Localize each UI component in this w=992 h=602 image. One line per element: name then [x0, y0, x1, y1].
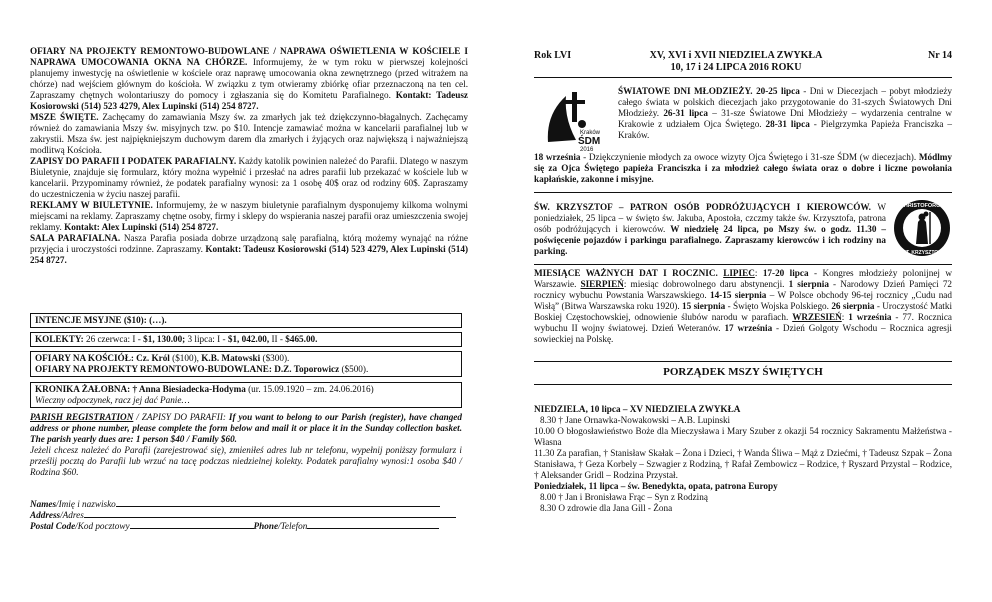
form-postal-row[interactable]: Postal Code/Kod pocztowy Phone/Telefon [30, 521, 462, 532]
sdm-logo-graphic [536, 84, 612, 152]
svg-text:ŚDM: ŚDM [578, 136, 601, 147]
section-rule-2 [534, 264, 952, 265]
funeral-chronicle-box: KRONIKA ŻAŁOBNA: † Anna Biesiadecka-Hodyma (ur. 15.09.1920 – zm. 24.06.2016) Wieczny odpoczynek, racz jej dać Panie… [30, 382, 462, 408]
section-rule-1 [534, 192, 952, 193]
phone-field[interactable] [307, 528, 439, 529]
announcement-ads: REKLAMY W BIULETYNIE. Informujemy, że w naszym biuletynie parafialnym dysponujemy kilkoma wolnymi miejscami na reklamy. Zapraszamy chętne osoby, firmy i sklepy do wspierania naszej parafii oraz umieszczenia swojej reklamy. Kontakt: Alex Lupinski (514) 254 8727. [30, 200, 468, 232]
medallion-top-text: CHRISTOFOROS [899, 203, 945, 209]
st-christopher-medallion [892, 198, 952, 258]
bulletin-title: XV, XVI i XVII NIEDZIELA ZWYKŁA 10, 17 i 24 LIPCA 2016 ROKU [649, 50, 823, 73]
st-christopher-heading: ŚW. KRZYSZTOF – PATRON OSÓB PODRÓŻUJĄCYCH I KIEROWCÓW. [534, 202, 871, 212]
mass-entry: 11.30 Za parafian, † Stanisław Skałak – Żona i Dzieci, † Wanda Śliwa – Mąż z Dziećmi, † Tadeusz Szpak – Żona Stanisława, † Geza Korbely – Szwagier z Rodziną, † Rafał Zembowicz – Rodzice, † Ryszard Przystal – Rodzice, † Aleksander Gridl – Rodzina Przystał. [534, 448, 952, 480]
announcement-hall: SALA PARAFIALNA. Nasza Parafia posiada dobrze urządzoną salę parafialną, którą możemy wynająć na różne przyjęcia i uroczystości rodzinne. Zapraszamy. Kontakt: Tadeusz Kosiorowski (514) 523 4279, Alex Lupinski (514) 254 8727. [30, 233, 469, 265]
medallion-bottom-text: ST. KRZYSZTOF [902, 250, 942, 256]
mass-entry: 8.00 † Jan i Bronisława Frąc – Syn z Rodziną [540, 492, 708, 502]
mass-entry: 10.00 O błogosławieństwo Boże dla Mieczysława i Mary Szuber z okazji 54 rocznicy Sakramentu Małżeństwa - Własna [534, 426, 952, 447]
registration-heading: ZAPISY DO PARAFII I PODATEK PARAFIALNY. [30, 156, 237, 166]
address-field[interactable] [84, 517, 456, 518]
form-names-row[interactable]: Names/Imię i nazwisko [30, 499, 462, 510]
sdm-logo [536, 84, 612, 152]
important-dates-section: MIESIĄCE WAŻNYCH DAT I ROCZNIC. LIPIEC: 17-20 lipca - Kongres młodzieży polonijnej w Warszawie. SIERPIEŃ: miesiąc dobrowolnego daru abstynencji. 1 sierpnia - Narodowy Dzień Pamięci 72 rocznicy wybuchu Powstania Warszawskiego. 14-15 sierpnia – W Polsce obchody 96-tej rocznicy „Cudu nad Wisłą” (Bitwa Warszawska roku 1920). 15 sierpnia - Święto Wojska Polskiego. 26 sierpnia - Uroczystość Matki Boskiej Częstochowskiej, odnowienie ślubów narodu w parafiach. WRZESIEŃ: 1 września - 77. Rocznica wybuchu II wojny światowej. Dzień Weteranów. 17 września - Dzień Golgoty Wschodu – Rocznica agresji sowieckiej na Polskę. [534, 268, 953, 344]
form-address-row[interactable]: Address/Adres [30, 510, 462, 521]
offerings-box: OFIARY NA KOŚCIÓŁ: Cz. Król ($100), K.B. Matowski ($300). OFIARY NA PROJEKTY REMONTOWO-BUDOWLANE: D.Z. Toporowicz ($500). [30, 351, 462, 377]
collections-box: KOLEKTY: 26 czerwca: I - $1, 130.00; 3 lipca: I - $1, 042.00, II - $465.00. [30, 332, 462, 347]
important-dates-heading: MIESIĄCE WAŻNYCH DAT I ROCZNIC. [534, 268, 718, 278]
names-field[interactable] [116, 506, 440, 507]
announcement-masses: MSZE ŚWIĘTE. Zachęcamy do zamawiania Mszy św. za zmarłych jak też dziękczynno-błagalnych. Zachęcamy również do zamawiania Mszy św. misyjnych tzw. po $10. Intencje zamawiać można w kancelarii parafialnej lub w zakrystii. Msza św. jest najpiękniejszym duchowym darem dla zmarłych i żyjących oraz największą i najważniejszą modlitwą Kościoła. [30, 112, 468, 155]
mass-schedule-title: PORZĄDEK MSZY ŚWIĘTYCH [663, 366, 823, 378]
mass-entry: 8.30 O zdrowie dla Jana Gill - Żona [540, 503, 673, 513]
postal-code-field[interactable] [130, 528, 254, 529]
mass-day-heading: NIEDZIELA, 10 lipca – XV NIEDZIELA ZWYKŁA [534, 404, 741, 414]
mass-day-heading: Poniedziałek, 11 lipca – św. Benedykta, opata, patrona Europy [534, 481, 778, 491]
announcements [30, 46, 468, 266]
wyd-section-bottom: 18 września - Dziękczynienie młodych za owoce wizyty Ojca Świętego i 31-sze ŚDM (w diecezjach). Módlmy się za Ojca Świętego papieża Franciszka i za młodzież całego świata oraz o dobre i liczne powołania kapłańskie, zakonne i misyjne. [534, 152, 952, 184]
wyd-section-top: ŚWIATOWE DNI MŁODZIEŻY. 20-25 lipca - Dni w Diecezjach – pobyt młodzieży całego świata w polskich diecezjach jako przygotowanie do 31-szych Światowych Dni Młodzieży. 26-31 lipca – 31-sze Światowe Dni Młodzieży – wydarzenia centralne w Krakowie z udziałem Ojca Świętego. 28-31 lipca - Pielgrzymka Papieża Franciszka – Kraków. [618, 86, 953, 140]
year-label: Rok LVI [534, 50, 572, 61]
issue-number: Nr 14 [928, 50, 952, 61]
masses-heading: MSZE ŚWIĘTE. [30, 112, 99, 122]
wyd-heading: ŚWIATOWE DNI MŁODZIEŻY. [618, 86, 753, 96]
svg-text:2016: 2016 [580, 147, 594, 152]
st-christopher-medallion-graphic [892, 198, 952, 258]
mass-entry: 8.30 † Jane Ornawka-Nowakowski – A.B. Lupinski [540, 415, 731, 425]
st-christopher-section: ŚW. KRZYSZTOF – PATRON OSÓB PODRÓŻUJĄCYCH I KIEROWCÓW. W poniedziałek, 25 lipca – w święto św. Jakuba, Apostoła, czczmy także św. Krzysztofa, patrona osób podróżujących i kierowców. W niedzielę 24 lipca, po Mszy św. o godz. 11.30 – poświęcenie pojazdów i parkingu parafialnego. Zapraszamy kierowców i ich rodziny na parking. [534, 202, 886, 256]
mass-schedule-list [534, 404, 952, 514]
announcement-renovation: OFIARY NA PROJEKTY REMONTOWO-BUDOWLANE / NAPRAWA OŚWIETLENIA W KOŚCIELE I NAPRAWA UMOCOWANIA OKNA NA CHÓRZE. Informujemy, że w tym roku w pierwszej kolejności planujemy inwestycję na oświetlenie w kościele oraz naprawę umocowania okna zewnętrznego (przed witrażem na chórze) nad wejściem głównym do kościoła. W związku z tym otwieramy zbiórkę ofiar przeznaczoną na ten cel. Zapraszamy chętnych wolontariuszy do pomocy i zgłaszania się do Komitetu Parafialnego. Kontakt: Tadeusz Kosiorowski (514) 523 4279, Alex Lupinski (514) 254 8727. [30, 46, 469, 111]
svg-text:Kraków: Kraków [580, 130, 601, 136]
ads-heading: REKLAMY W BIULETYNIE. [30, 200, 153, 210]
announcement-registration: ZAPISY DO PARAFII I PODATEK PARAFIALNY. Każdy katolik powinien należeć do Parafii. Dlatego w naszym Biuletynie, znajduje się formularz, który można wypełnić i przesłać na adres parafii lub przekazać w kościele lub w kancelarii. Przypominamy również, że podatek parafialny wynosi: za 1 osobę 40$ oraz od rodziny 60$. Zapraszamy do uczestniczenia w życiu naszej parafii. [30, 156, 468, 199]
registration-form [30, 499, 462, 532]
hall-heading: SALA PARAFIALNA. [30, 233, 121, 243]
section-rule-3 [534, 361, 952, 362]
renovation-heading: OFIARY NA PROJEKTY REMONTOWO-BUDOWLANE / NAPRAWA OŚWIETLENIA W KOŚCIELE I NAPRAWA UMOCOWANIA OKNA NA CHÓRZE. [30, 46, 468, 67]
right-page [496, 0, 992, 602]
header-rule [534, 77, 952, 78]
registration-form-intro: PARISH REGISTRATION / ZAPISY DO PARAFII: If you want to belong to our Parish (register), have changed address or phone number, please complete the form below and mail it or place it in the Sunday collection basket. The parish yearly dues are: 1 person $40 / Family $60. Jeżeli chcesz należeć do Parafii (zarejestrować się), zmieniłeś adres lub nr telefonu, wypełnij poniższy formularz i prześlij pocztą do Parafii lub wrzuć na tacę podczas niedzielnej kolekty. Podatek parafialny wynosi:1 osoba $40 / Rodzina $60. [30, 412, 462, 477]
intentions-box: INTENCJE MSYJNE ($10): (…). [30, 313, 462, 328]
section-rule-4 [534, 384, 952, 385]
